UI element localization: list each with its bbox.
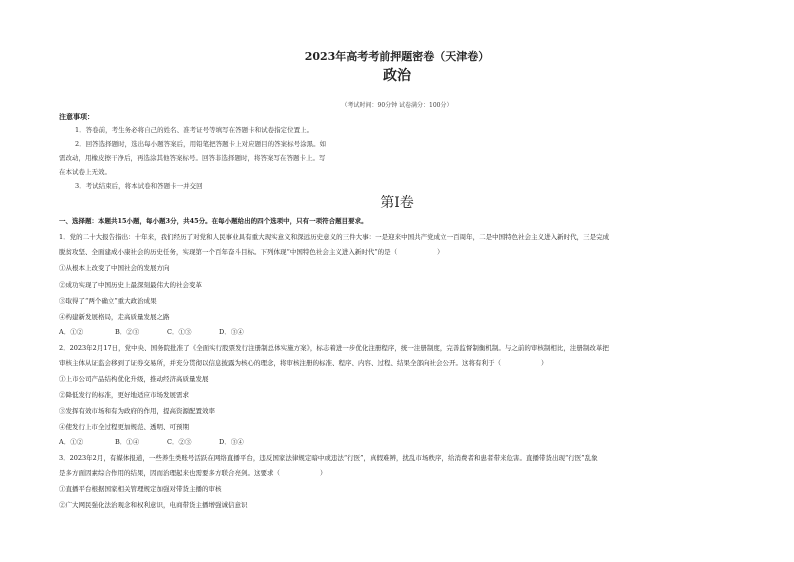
question-2-option-d[interactable]: D．③④ — [219, 438, 244, 446]
question-1-option-d[interactable]: D．③④ — [219, 328, 244, 336]
question-2-option-c[interactable]: C．②③ — [167, 438, 192, 446]
question-1-option-a[interactable]: A．①② — [59, 328, 84, 336]
question-3-item: ②广大网民强化法治观念和权利意识，电商带货主播增强诚信意识 — [59, 501, 248, 509]
notice-line: 1．答卷前，考生务必将自己的姓名、准考证号等填写在答题卡和试卷指定位置上。 — [75, 126, 314, 134]
question-3-stem: 3．2023年2月，有媒体报道，一些养生类账号活跃在网络直播平台，违反国家法律规定暗中或违法“行医”，真假难辨，扰乱市场秩序，给消费者和患者带来危害。直播带货出现“行医”乱象 — [59, 454, 598, 462]
exam-title: 2023年高考考前押题密卷（天津卷） — [304, 50, 490, 63]
notice-heading: 注意事项： — [59, 112, 94, 121]
question-1-option-b[interactable]: B．②③ — [115, 328, 140, 336]
subject-title: 政治 — [383, 68, 411, 84]
question-2-stem: 2．2023年2月17日，党中央、国务院批准了《全面实行股票发行注册制总体实施方案》，标志着进一步优化注册程序，统一注册制度，完善监督制衡机制。与之前的审核制相比，注册制改革把 — [59, 344, 609, 352]
question-3-stem-cont: 是多方面因素综合作用的结果，因而治理起来也需要多方联合亮剑。这要求（ ） — [59, 469, 327, 477]
question-1-item: ②成功实现了中国历史上最深刻最伟大的社会变革 — [59, 281, 202, 289]
question-2-item: ②降低发行的标准，更好地适应市场发展需求 — [59, 391, 189, 399]
notice-line: 需改动，用橡皮擦干净后，再选涂其他答案标号。回答非选择题时，将答案写在答题卡上。写 — [59, 154, 326, 162]
question-2-item: ①上市公司产品结构优化升级，推动经济高质量发展 — [59, 375, 209, 383]
question-2-option-a[interactable]: A．①② — [59, 438, 84, 446]
section-instruction: 一、选择题：本题共15小题，每小题3分，共45分。在每小题给出的四个选项中，只有一项符合题目要求。 — [59, 217, 368, 225]
question-2-option-b[interactable]: B．①④ — [115, 438, 140, 446]
section-title: 第Ⅰ卷 — [380, 195, 414, 211]
question-1-stem-cont: 脱贫攻坚、全面建成小康社会的历史任务，实现第一个百年奋斗目标。下列体现“中国特色社会主义进入新时代”的是（ ） — [59, 248, 444, 256]
question-2-item: ④使发行上市全过程更加规范、透明、可预期 — [59, 423, 189, 431]
question-1-item: ①从根本上改变了中国社会的发展方向 — [59, 264, 170, 272]
question-1-option-c[interactable]: C．①③ — [167, 328, 192, 336]
exam-meta: （考试时间：90分钟 试卷满分：100分） — [341, 102, 453, 109]
question-1-item: ④构建新发展格局，走高质量发展之路 — [59, 313, 170, 321]
question-3-item: ①直播平台根据国家相关管理规定加强对带货主播的审核 — [59, 485, 222, 493]
notice-line: 在本试卷上无效。 — [59, 168, 111, 176]
question-1-item: ③取得了“两个确立”重大政治成果 — [59, 297, 157, 305]
notice-line: 2．回答选择题时，选出每小题答案后，用铅笔把答题卡上对应题目的答案标号涂黑。如 — [75, 140, 327, 148]
question-1-stem: 1．党的二十大报告指出：十年来，我们经历了对党和人民事业具有重大现实意义和深远历史意义的三件大事：一是迎来中国共产党成立一百周年，二是中国特色社会主义进入新时代，三是完成 — [59, 233, 610, 241]
notice-line: 3．考试结束后，将本试卷和答题卡一并交回 — [75, 182, 203, 190]
question-2-item: ③发挥有效市场和有为政府的作用，提高资源配置效率 — [59, 407, 215, 415]
question-2-stem-cont: 审核主体从证监会移到了证券交易所，并充分贯彻以信息披露为核心的理念，将审核注册的标准、程序、内容、过程、结果全部向社会公开。这将有利于（ ） — [59, 359, 548, 367]
